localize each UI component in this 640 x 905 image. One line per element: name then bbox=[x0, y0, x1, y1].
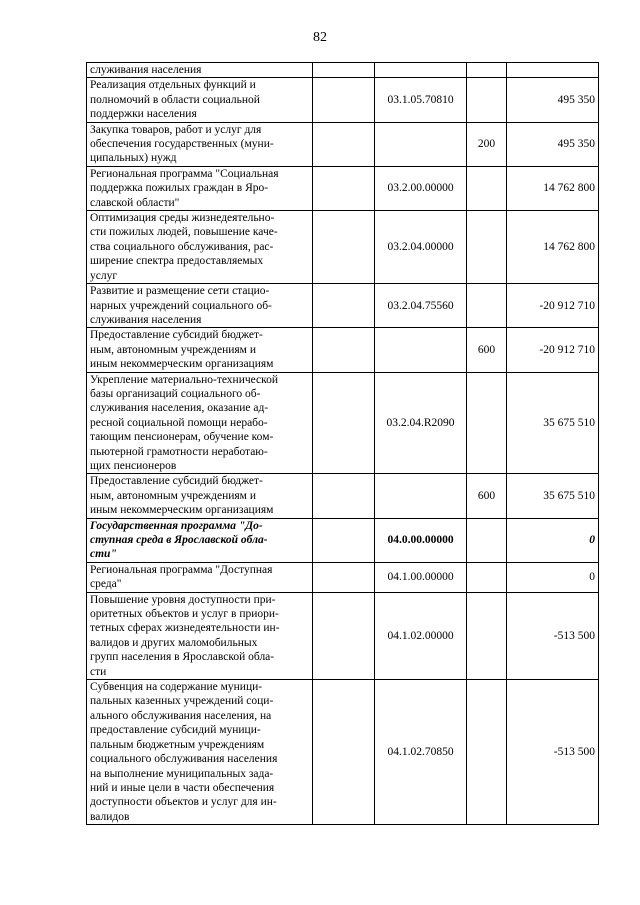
item-name-cell bbox=[87, 166, 313, 210]
item-name-line: обеспечения государственных (муни- bbox=[90, 138, 274, 151]
table-row bbox=[87, 78, 599, 122]
empty-cell bbox=[313, 211, 375, 284]
expense-type-cell: 600 bbox=[467, 328, 507, 372]
item-name-line: славской области" bbox=[90, 196, 180, 209]
expense-type-cell bbox=[467, 78, 507, 122]
amount-cell: 14 762 800 bbox=[507, 211, 599, 284]
code-cell: 03.2.04.75560 bbox=[375, 284, 467, 328]
item-name-line: ным, автономным учреждениям и bbox=[90, 343, 256, 356]
empty-cell bbox=[313, 63, 375, 78]
budget-table bbox=[86, 62, 599, 825]
code-cell: 04.1.00.00000 bbox=[375, 562, 467, 592]
table-row bbox=[87, 328, 599, 372]
item-name-line: социального обслуживания населения bbox=[90, 753, 278, 766]
item-name-cell bbox=[87, 372, 313, 474]
item-name-line: иным некоммерческим организациям bbox=[90, 358, 274, 371]
table-row bbox=[87, 166, 599, 210]
item-name-cell bbox=[87, 518, 313, 562]
table-row bbox=[87, 284, 599, 328]
item-name-line: тающим пенсионерам, обучение ком- bbox=[90, 431, 274, 444]
code-cell: 03.2.04.R2090 bbox=[375, 372, 467, 474]
budget-table-body bbox=[87, 63, 599, 825]
item-name-line: ширение спектра предоставляемых bbox=[90, 255, 264, 268]
item-name-line: Государственная программа "До- bbox=[90, 519, 263, 532]
table-row bbox=[87, 63, 599, 78]
amount-cell: -513 500 bbox=[507, 680, 599, 825]
empty-cell bbox=[313, 328, 375, 372]
empty-cell bbox=[313, 372, 375, 474]
item-name-line: сти" bbox=[90, 548, 117, 561]
item-name-line: пальных казенных учреждений соци- bbox=[90, 695, 274, 708]
code-cell bbox=[375, 122, 467, 166]
empty-cell bbox=[313, 518, 375, 562]
expense-type-cell bbox=[467, 284, 507, 328]
amount-cell: 14 762 800 bbox=[507, 166, 599, 210]
item-name-line: служивания населения, оказание ад- bbox=[90, 402, 269, 415]
expense-type-cell: 600 bbox=[467, 474, 507, 518]
empty-cell bbox=[313, 592, 375, 679]
item-name-line: ресной социальной помощи нерабо- bbox=[90, 416, 268, 429]
code-cell: 03.1.05.70810 bbox=[375, 78, 467, 122]
item-name-line: щих пенсионеров bbox=[90, 459, 177, 472]
expense-type-cell bbox=[467, 372, 507, 474]
item-name-line: среда" bbox=[90, 578, 122, 591]
item-name-line: ным, автономным учреждениям и bbox=[90, 489, 256, 502]
code-cell: 04.1.02.00000 bbox=[375, 592, 467, 679]
item-name-line: сти bbox=[90, 665, 107, 678]
item-name-cell bbox=[87, 284, 313, 328]
amount-cell: 0 bbox=[507, 562, 599, 592]
amount-cell bbox=[507, 63, 599, 78]
empty-cell bbox=[313, 166, 375, 210]
empty-cell bbox=[313, 562, 375, 592]
table-row bbox=[87, 474, 599, 518]
expense-type-cell bbox=[467, 63, 507, 78]
table-row bbox=[87, 518, 599, 562]
item-name-line: пальным бюджетным учреждениям bbox=[90, 738, 265, 751]
item-name-line: ний и иные цели в части обеспечения bbox=[90, 781, 275, 794]
item-name-line: предоставление субсидий муници- bbox=[90, 724, 261, 737]
item-name-cell bbox=[87, 78, 313, 122]
empty-cell bbox=[313, 284, 375, 328]
expense-type-cell bbox=[467, 518, 507, 562]
item-name-line: базы организаций социального об- bbox=[90, 387, 261, 400]
expense-type-cell: 200 bbox=[467, 122, 507, 166]
item-name-line: ального обслуживания населения, на bbox=[90, 709, 272, 722]
item-name-line: Укрепление материально-технической bbox=[90, 373, 279, 386]
item-name-line: Повышение уровня доступности при- bbox=[90, 593, 276, 606]
item-name-line: ступная среда в Ярославской обла- bbox=[90, 534, 268, 546]
item-name-line: служивания населения bbox=[90, 64, 202, 76]
amount-cell: 0 bbox=[507, 518, 599, 562]
expense-type-cell bbox=[467, 562, 507, 592]
item-name-cell bbox=[87, 592, 313, 679]
amount-cell: 35 675 510 bbox=[507, 474, 599, 518]
table-row bbox=[87, 592, 599, 679]
item-name-line: оритетных объектов и услуг в приори- bbox=[90, 608, 279, 621]
item-name-line: Предоставление субсидий бюджет- bbox=[90, 329, 263, 342]
table-row bbox=[87, 372, 599, 474]
code-cell: 03.2.04.00000 bbox=[375, 211, 467, 284]
code-cell bbox=[375, 328, 467, 372]
item-name-line: на выполнение муниципальных зада- bbox=[90, 767, 274, 780]
table-row bbox=[87, 562, 599, 592]
item-name-line: Региональная программа "Доступная bbox=[90, 563, 273, 576]
item-name-line: служивания населения bbox=[90, 313, 202, 326]
amount-cell: -20 912 710 bbox=[507, 284, 599, 328]
item-name-line: нарных учреждений социального об- bbox=[90, 299, 272, 312]
item-name-line: тетных сферах жизнедеятельности ин- bbox=[90, 622, 280, 635]
item-name-line: поддержка пожилых граждан в Яро- bbox=[90, 182, 269, 195]
amount-cell: -513 500 bbox=[507, 592, 599, 679]
empty-cell bbox=[313, 78, 375, 122]
code-cell: 04.0.00.00000 bbox=[375, 518, 467, 562]
amount-cell: 495 350 bbox=[507, 78, 599, 122]
table-row bbox=[87, 680, 599, 825]
item-name-line: Реализация отдельных функций и bbox=[90, 79, 256, 92]
code-cell bbox=[375, 474, 467, 518]
table-row bbox=[87, 211, 599, 284]
expense-type-cell bbox=[467, 166, 507, 210]
item-name-line: Субвенция на содержание муници- bbox=[90, 681, 263, 694]
empty-cell bbox=[313, 680, 375, 825]
code-cell: 04.1.02.70850 bbox=[375, 680, 467, 825]
empty-cell bbox=[313, 122, 375, 166]
expense-type-cell bbox=[467, 592, 507, 679]
amount-cell: -20 912 710 bbox=[507, 328, 599, 372]
item-name-cell bbox=[87, 211, 313, 284]
item-name-cell bbox=[87, 328, 313, 372]
item-name-line: Развитие и размещение сети стацио- bbox=[90, 285, 270, 298]
item-name-line: валидов и других маломобильных bbox=[90, 636, 258, 649]
amount-cell: 495 350 bbox=[507, 122, 599, 166]
item-name-line: ства социального обслуживания, рас- bbox=[90, 240, 274, 253]
item-name-line: Региональная программа "Социальная bbox=[90, 167, 279, 180]
item-name-cell bbox=[87, 474, 313, 518]
item-name-cell bbox=[87, 63, 313, 78]
item-name-line: групп населения в Ярославской обла- bbox=[90, 651, 275, 664]
item-name-line: доступности объектов и услуг для ин- bbox=[90, 796, 277, 809]
code-cell: 03.2.00.00000 bbox=[375, 166, 467, 210]
item-name-line: поддержки населения bbox=[90, 108, 197, 121]
table-row bbox=[87, 122, 599, 166]
item-name-cell bbox=[87, 122, 313, 166]
item-name-line: пьютерной грамотности неработаю- bbox=[90, 445, 268, 458]
expense-type-cell bbox=[467, 680, 507, 825]
item-name-line: полномочий в области социальной bbox=[90, 93, 260, 106]
amount-cell: 35 675 510 bbox=[507, 372, 599, 474]
item-name-line: Предоставление субсидий бюджет- bbox=[90, 475, 263, 488]
empty-cell bbox=[313, 474, 375, 518]
item-name-line: сти пожилых людей, повышение каче- bbox=[90, 226, 278, 239]
code-cell bbox=[375, 63, 467, 78]
item-name-line: иным некоммерческим организациям bbox=[90, 504, 274, 517]
item-name-line: услуг bbox=[90, 269, 118, 282]
item-name-cell bbox=[87, 680, 313, 825]
item-name-cell bbox=[87, 562, 313, 592]
item-name-line: валидов bbox=[90, 810, 130, 823]
item-name-line: Оптимизация среды жизнедеятельно- bbox=[90, 212, 275, 225]
item-name-line: ципальных) нужд bbox=[90, 152, 177, 165]
expense-type-cell bbox=[467, 211, 507, 284]
item-name-line: Закупка товаров, работ и услуг для bbox=[90, 123, 262, 136]
page-number: 82 bbox=[313, 30, 327, 45]
